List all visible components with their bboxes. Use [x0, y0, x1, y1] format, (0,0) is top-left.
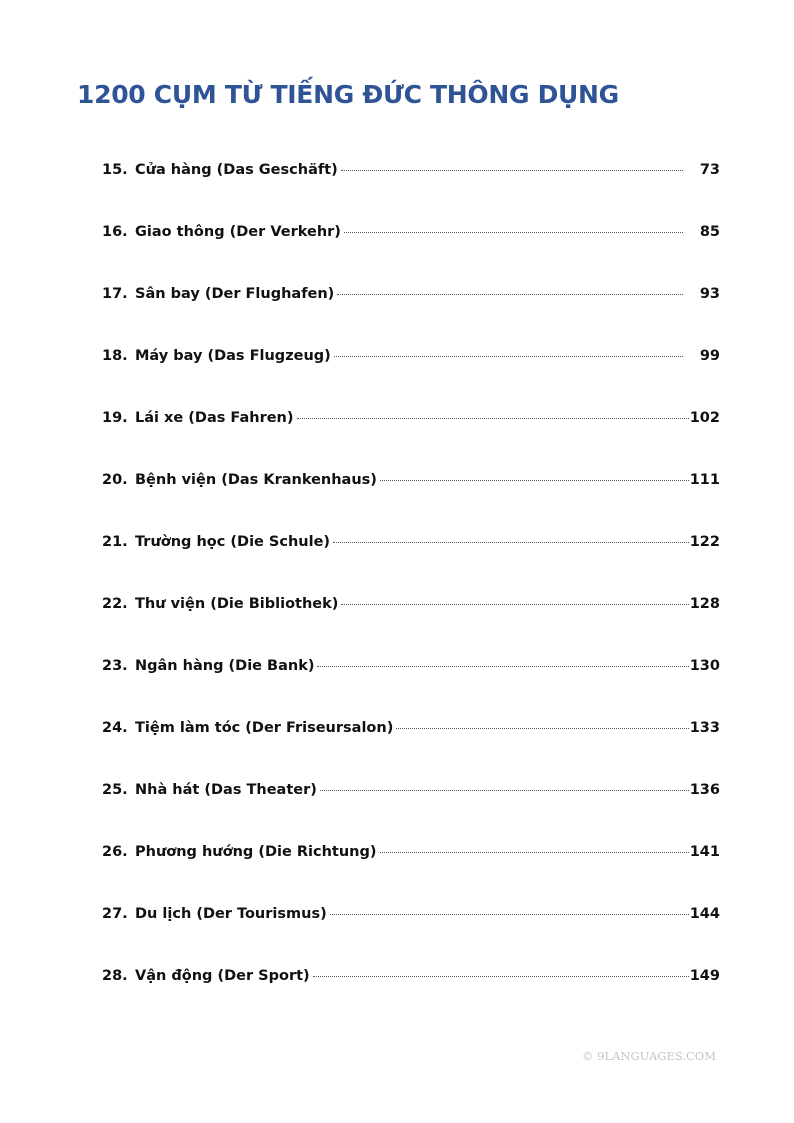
toc-entry-number: 28. — [102, 968, 128, 984]
toc-entry[interactable] — [102, 472, 720, 534]
toc-entry[interactable] — [102, 286, 720, 348]
toc-entry-number: 20. — [102, 472, 128, 488]
toc-entry-page-number: 149 — [689, 968, 720, 984]
toc-entry[interactable] — [102, 844, 720, 906]
toc-dot-leader — [333, 542, 689, 543]
toc-entry-page-number: 93 — [699, 286, 720, 302]
toc-dot-leader — [380, 852, 689, 853]
toc-entry-page-number: 144 — [689, 906, 720, 922]
toc-entry[interactable] — [102, 162, 720, 224]
toc-entry-number: 26. — [102, 844, 128, 860]
toc-entry-title: Thư viện (Die Bibliothek) — [135, 596, 339, 612]
toc-entry[interactable] — [102, 658, 720, 720]
page-title: 1200 CỤM TỪ TIẾNG ĐỨC THÔNG DỤNG — [77, 80, 619, 109]
toc-dot-leader — [334, 356, 683, 357]
toc-entry-number: 17. — [102, 286, 128, 302]
toc-entry-page-number: 85 — [699, 224, 720, 240]
toc-entry-number: 15. — [102, 162, 128, 178]
toc-entry-page-number: 136 — [689, 782, 720, 798]
toc-entry-page-number: 122 — [689, 534, 720, 550]
toc-entry[interactable] — [102, 224, 720, 286]
toc-entry-page-number: 133 — [689, 720, 720, 736]
toc-dot-leader — [337, 294, 683, 295]
toc-entry-number: 16. — [102, 224, 128, 240]
toc-entry-number: 22. — [102, 596, 128, 612]
toc-entry-number: 27. — [102, 906, 128, 922]
toc-entry-page-number: 73 — [699, 162, 720, 178]
toc-entry-page-number: 99 — [699, 348, 720, 364]
toc-dot-leader — [344, 232, 683, 233]
toc-entry-title: Cửa hàng (Das Geschäft) — [135, 162, 338, 178]
toc-entry-number: 18. — [102, 348, 128, 364]
toc-entry-title: Ngân hàng (Die Bank) — [135, 658, 315, 674]
toc-dot-leader — [297, 418, 689, 419]
toc-entry-title: Du lịch (Der Tourismus) — [135, 906, 327, 922]
toc-entry-title: Máy bay (Das Flugzeug) — [135, 348, 331, 364]
toc-entry-number: 21. — [102, 534, 128, 550]
toc-entry-number: 19. — [102, 410, 128, 426]
toc-entry[interactable] — [102, 410, 720, 472]
toc-entry-title: Bệnh viện (Das Krankenhaus) — [135, 472, 377, 488]
toc-entry-title: Lái xe (Das Fahren) — [135, 410, 294, 426]
toc-entry-title: Sân bay (Der Flughafen) — [135, 286, 335, 302]
toc-entry-page-number: 102 — [689, 410, 720, 426]
toc-entry-page-number: 141 — [689, 844, 720, 860]
toc-entry-page-number: 111 — [689, 472, 720, 488]
toc-entry-title: Trường học (Die Schule) — [135, 534, 331, 550]
toc-dot-leader — [341, 604, 688, 605]
toc-entry-number: 25. — [102, 782, 128, 798]
toc-dot-leader — [313, 976, 689, 977]
toc-entry-title: Phương hướng (Die Richtung) — [135, 844, 377, 860]
toc-entry-title: Nhà hát (Das Theater) — [135, 782, 317, 798]
toc-dot-leader — [317, 666, 688, 667]
toc-entry[interactable] — [102, 906, 720, 968]
toc-dot-leader — [320, 790, 689, 791]
toc-entry-page-number: 130 — [689, 658, 720, 674]
toc-dot-leader — [396, 728, 688, 729]
copyright-footer: © 9LANGUAGES.COM — [581, 1049, 716, 1063]
toc-entry-title: Vận động (Der Sport) — [135, 968, 310, 984]
toc-entry[interactable] — [102, 348, 720, 410]
toc-dot-leader — [341, 170, 683, 171]
toc-entry-number: 23. — [102, 658, 128, 674]
toc-dot-leader — [380, 480, 689, 481]
toc-entry-title: Giao thông (Der Verkehr) — [135, 224, 341, 240]
toc-entry[interactable] — [102, 596, 720, 658]
toc-entry-page-number: 128 — [689, 596, 720, 612]
toc-entry-title: Tiệm làm tóc (Der Friseursalon) — [135, 720, 394, 736]
toc-entry-number: 24. — [102, 720, 128, 736]
toc-entry[interactable] — [102, 534, 720, 596]
table-of-contents — [102, 162, 720, 1030]
toc-entry[interactable] — [102, 782, 720, 844]
toc-dot-leader — [330, 914, 689, 915]
toc-entry[interactable] — [102, 968, 720, 1030]
toc-entry[interactable] — [102, 720, 720, 782]
